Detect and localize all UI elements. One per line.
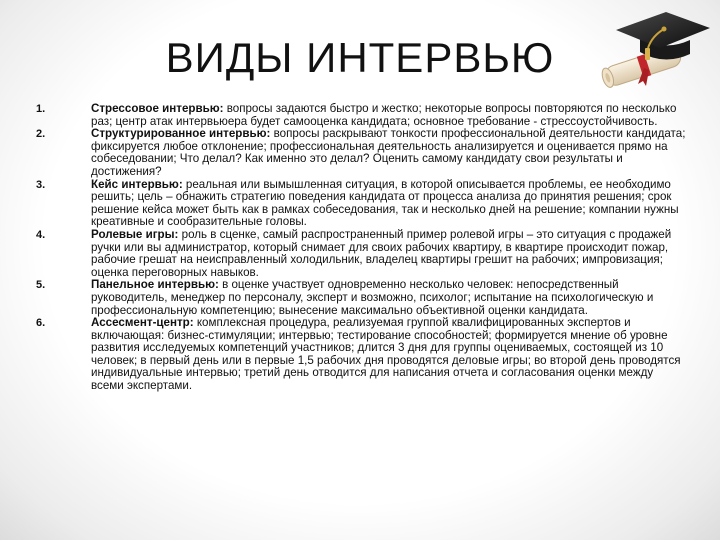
list-item-term: Кейс интервью:: [91, 177, 183, 191]
list-item-number: 5.: [36, 279, 46, 292]
list-item-number: 2.: [36, 128, 46, 141]
list-item: [36, 229, 686, 279]
graduation-cap-diploma-icon: [594, 8, 712, 90]
list-item-number: 3.: [36, 178, 46, 191]
slide-title: ВИДЫ ИНТЕРВЬЮ: [165, 34, 555, 81]
list-item-term: Ассесмент-центр:: [91, 316, 194, 330]
list-item-number: 6.: [36, 317, 46, 330]
interview-types-list: [36, 103, 686, 393]
list-item-term: Стрессовое интервью:: [91, 102, 224, 115]
list-item-body: [91, 317, 686, 393]
list-item-body: [91, 179, 686, 229]
list-item-text: вопросы раскрывают тонкости профессиональной деятельности кандидата; фиксируется любое отклонение; профессиональная деятельность анализируется и оценивается прямо на собеседовании; Что делал? Как именно это делал? Оценить самому кандидату свои результаты и достижения?: [91, 127, 686, 178]
list-item: [36, 179, 686, 229]
list-item: [36, 103, 686, 128]
list-item: [36, 317, 686, 393]
list-item-term: Ролевые игры:: [91, 227, 179, 241]
list-item-body: [91, 103, 686, 128]
list-item-text: комплексная процедура, реализуемая группой квалифицированных экспертов и включающая: бизнес-стимуляции; интервью; тестирование способностей; формируется мнение об уровне развития исследуемых компетенций участников; длится 3 дня для группы оцениваемых, состоящей из 10 человек; в первый день или в первые 1,5 рабочих дня проводятся деловые игры; во второй день проводятся индивидуальные интервью; третий день отводится для написания отчета и согласования оценки между всеми экспертами.: [91, 316, 681, 393]
list-item-term: Структурированное интервью:: [91, 127, 271, 141]
list-item-body: [91, 128, 686, 178]
list-item-body: [91, 279, 686, 317]
list-item-text: вопросы задаются быстро и жестко; некоторые вопросы повторяются по несколько раз; центр атак интервьюера будет самооценка кандидата; основное требование - стрессоустойчивость.: [91, 102, 677, 128]
list-item-body: [91, 229, 686, 279]
list-item-number: 4.: [36, 228, 46, 241]
list-item-text: роль в сценке, самый распространенный пример ролевой игры – это ситуация с продажей ручки или вы администратор, который снимает для своих рабочих квартиру, в квартире происходит пожар, рабочие грешат на неисправленный холодильник, владелец квартиры грешит на рабочих; импровизация; оценка переговорных навыков.: [91, 227, 672, 279]
list-item-text: в оценке участвует одновременно несколько человек: непосредственный руководитель, менеджер по персоналу, эксперт и возможно, психолог; испытание на психологическую и профессиональную компетенцию; вынесение максимально объективной оценки кандидата.: [91, 278, 654, 317]
list-item-number: 1.: [36, 103, 46, 115]
list-item: [36, 128, 686, 178]
list-item: [36, 279, 686, 317]
list-item-text: реальная или вымышленная ситуация, в которой описывается проблемы, ее необходимо решить; цель – обнажить стратегию поведения кандидата от процесса анализа до принятия решения; срок решение кейса может быть как в рамках собеседования, так и несколько дней на решение; компании нужны креативные и сообразительные головы.: [91, 177, 679, 229]
list-item-term: Панельное интервью:: [91, 278, 219, 292]
